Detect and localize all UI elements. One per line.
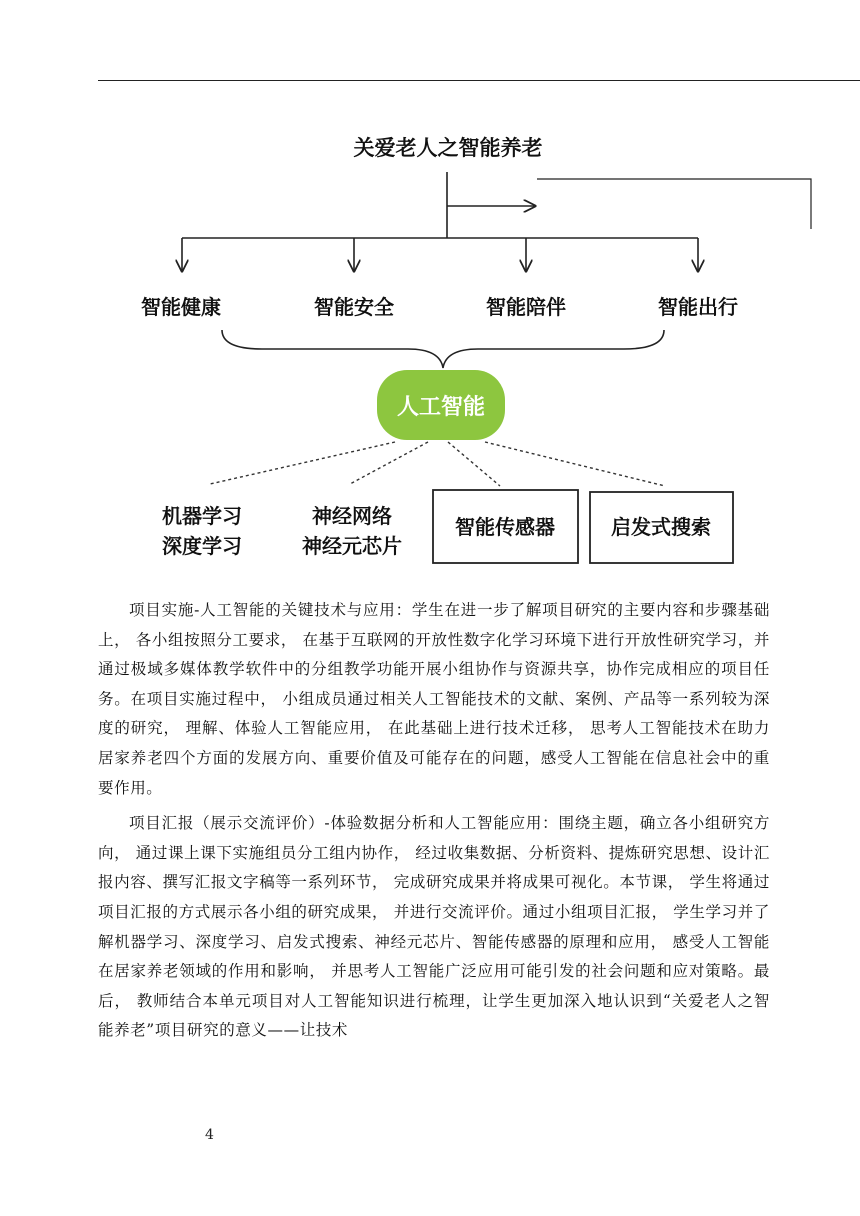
tech-deep-learning: 深度学习	[162, 534, 242, 558]
tech-neural-network: 神经网络	[312, 504, 392, 528]
paragraph-implementation: 项目实施-人工智能的关键技术与应用：学生在进一步了解项目研究的主要内容和步骤基础上， 各小组按照分工要求， 在基于互联网的开放性数字化学习环境下进行开放性研究学习，并通过极域多媒体教学软件中的分组教学功能开展小组协作与资源共享，协作完成相应的项目任务。在项目实施过程中， 小组成员通过相关人工智能技术的文献、案例、产品等一系列较为深度的研究， 理解、体验人工智能应用， 在此基础上进行技术迁移， 思考人工智能技术在助力居家养老四个方面的发展方向、重要价值及可能存在的问题，感受人工智能在信息社会中的重要作用。	[98, 601, 770, 797]
diagram-title: 关爱老人之智能养老	[353, 136, 543, 160]
tech-neuromorphic-chip: 神经元芯片	[302, 534, 402, 558]
tech-sensor-label: 智能传感器	[455, 515, 555, 539]
dashed-link-sensor	[448, 442, 500, 486]
domain-companion: 智能陪伴	[486, 295, 566, 319]
dashed-link-search	[485, 442, 665, 486]
page-number: 4	[205, 1127, 214, 1143]
concept-diagram	[0, 0, 860, 580]
tech-machine-learning: 机器学习	[162, 504, 242, 528]
domain-health: 智能健康	[141, 295, 221, 319]
tech-search-label: 启发式搜索	[611, 515, 711, 539]
body-text	[98, 596, 770, 1052]
side-bracket	[537, 179, 811, 229]
core-ai-label: 人工智能	[396, 395, 486, 420]
curly-brace	[222, 330, 664, 368]
dashed-link-ml	[210, 442, 395, 484]
paragraph-report: 项目汇报（展示交流评价）-体验数据分析和人工智能应用：围绕主题，确立各小组研究方向， 通过课上课下实施组员分工组内协作， 经过收集数据、分析资料、提炼研究思想、设计汇报内容、撰写汇报文字稿等一系列环节， 完成研究成果并将成果可视化。本节课， 学生将通过项目汇报的方式展示各小组的研究成果， 并进行交流评价。通过小组项目汇报， 学生学习并了解机器学习、深度学习、启发式搜索、神经元芯片、智能传感器的原理和应用， 感受人工智能在居家养老领域的作用和影响， 并思考人工智能广泛应用可能引发的社会问题和应对策略。最后， 教师结合本单元项目对人工智能知识进行梳理，让学生更加深入地认识到“关爱老人之智能养老”项目研究的意义——让技术	[98, 814, 770, 1040]
domain-travel: 智能出行	[658, 295, 738, 319]
dashed-link-nn	[350, 442, 428, 484]
domain-safety: 智能安全	[314, 295, 394, 319]
